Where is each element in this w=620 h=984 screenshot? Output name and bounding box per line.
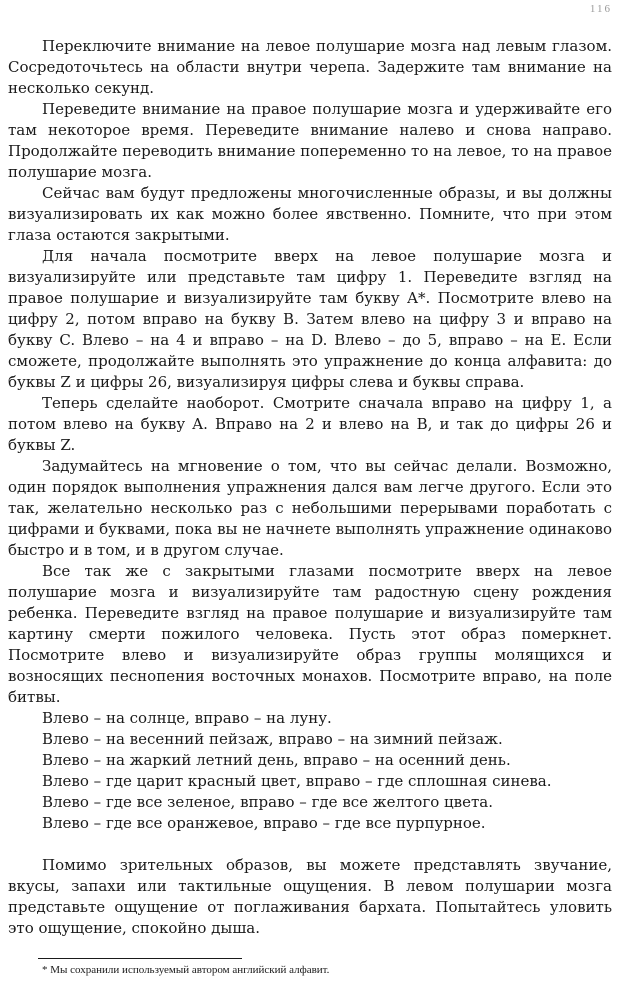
paragraph: Для начала посмотрите вверх на левое полушарие мозга и визуализируйте или представьте там цифру 1. Переведите взгляд на правое полушарие и визуализируйте там букву A*. Посмотрите влево на цифру 2, потом вправо на букву B. Затем влево на цифру 3 и вправо на букву C. Влево – на 4 и вправо – на D. Влево – до 5, вправо – на E. Если сможете, продолжайте выполнять это упражнение до конца алфавита: до буквы Z и цифры 26, визуализируя цифры слева и буквы справа.	[8, 247, 612, 391]
paragraph: Сейчас вам будут предложены многочисленные образы, и вы должны визуализировать их как можно более явственно. Помните, что при этом глаза остаются закрытыми.	[8, 184, 612, 244]
footnote-divider	[38, 958, 242, 959]
list-item: Влево – на жаркий летний день, вправо – на осенний день.	[42, 751, 511, 769]
list-item: Влево – где все зеленое, вправо – где все желтого цвета.	[42, 793, 493, 811]
blank-line	[8, 834, 612, 855]
list-item: Влево – где все оранжевое, вправо – где все пурпурное.	[42, 814, 486, 832]
paragraph: Переведите внимание на правое полушарие мозга и удерживайте его там некоторое время. Переведите внимание налево и снова направо. Продолжайте переводить внимание попеременно то на левое, то на правое полушарие мозга.	[8, 100, 612, 181]
list-item: Влево – на весенний пейзаж, вправо – на зимний пейзаж.	[42, 730, 503, 748]
page-number: 116	[589, 3, 612, 15]
paragraph: Все так же с закрытыми глазами посмотрите вверх на левое полушарие мозга и визуализируйте там радостную сцену рождения ребенка. Переведите взгляд на правое полушарие и визуализируйте там картину смерти пожилого человека. Пусть этот образ померкнет. Посмотрите влево и визуализируйте образ группы молящихся и возносящих песнопения восточных монахов. Посмотрите вправо, на поле битвы.	[8, 562, 612, 706]
body-text	[8, 36, 612, 939]
paragraph: Теперь сделайте наоборот. Смотрите сначала вправо на цифру 1, а потом влево на букву A. Вправо на 2 и влево на B, и так до цифры 26 и буквы Z.	[8, 394, 612, 454]
list-item: Влево – на солнце, вправо – на луну.	[42, 709, 332, 727]
footnote: * Мы сохранили используемый автором английский алфавит.	[42, 964, 330, 976]
paragraph: Переключите внимание на левое полушарие мозга над левым глазом. Сосредоточьтесь на области внутри черепа. Задержите там внимание на несколько секунд.	[8, 37, 612, 97]
paragraph: Помимо зрительных образов, вы можете представлять звучание, вкусы, запахи или тактильные ощущения. В левом полушарии мозга представьте ощущение от поглаживания бархата. Попытайтесь уловить это ощущение, спокойно дыша.	[8, 856, 612, 937]
paragraph: Задумайтесь на мгновение о том, что вы сейчас делали. Возможно, один порядок выполнения упражнения дался вам легче другого. Если это так, желательно несколько раз с небольшими перерывами поработать с цифрами и буквами, пока вы не начнете выполнять упражнение одинаково быстро и в том, и в другом случае.	[8, 457, 612, 559]
list-item: Влево – где царит красный цвет, вправо – где сплошная синева.	[42, 772, 552, 790]
exercise-list	[8, 708, 612, 834]
